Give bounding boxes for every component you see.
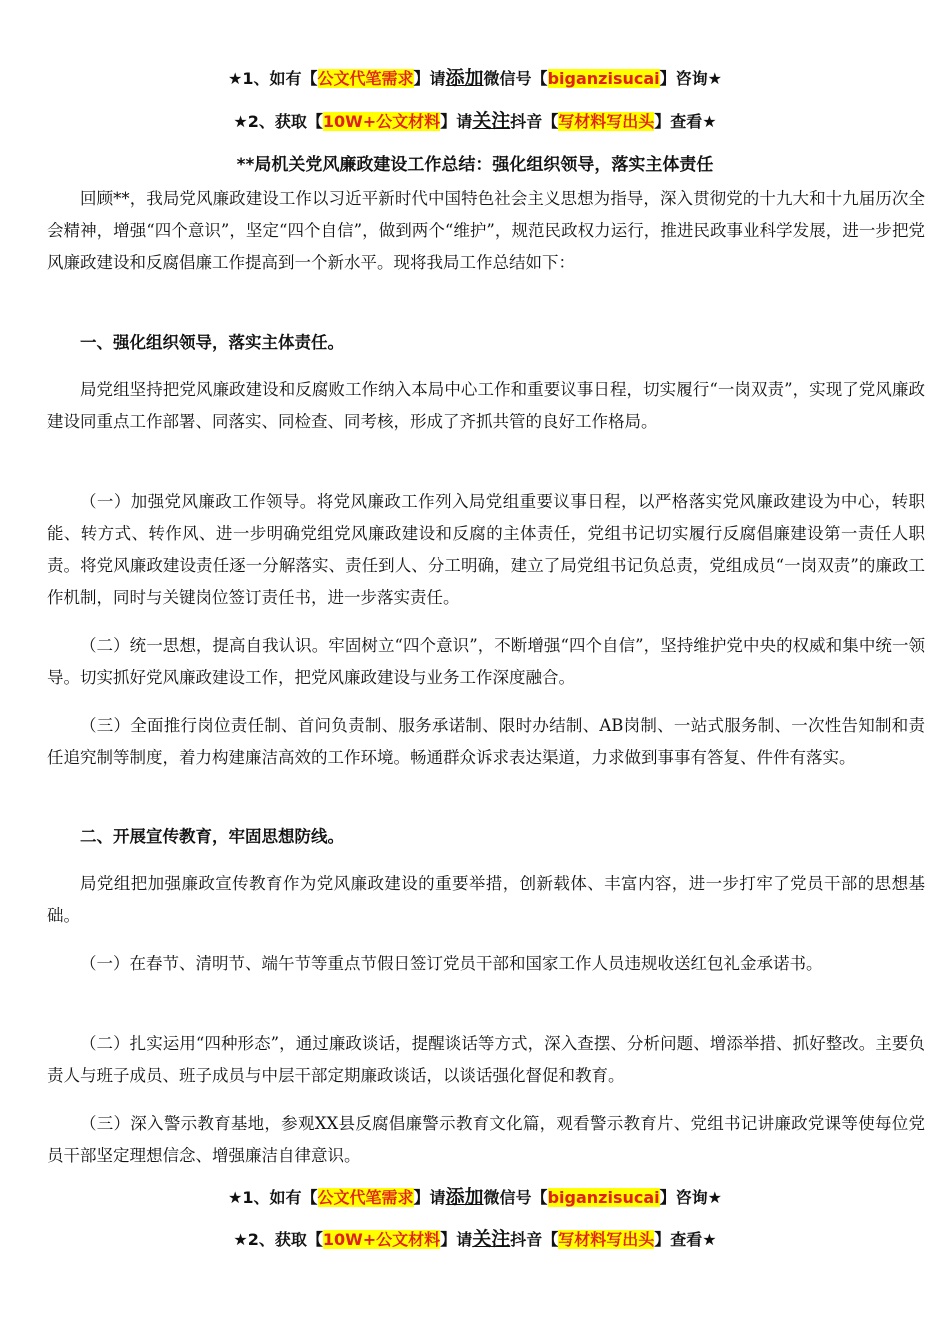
- banner-text: ★1、如有【: [228, 1188, 318, 1207]
- banner-emphasis: 关注: [472, 110, 511, 132]
- section-1-lead: 局党组坚持把党风廉政建设和反腐败工作纳入本局中心工作和重要议事日程，切实履行“一岗双责”，实现了党风廉政建设同重点工作部署、同落实、同检查、同考核，形成了齐抓共管的良好工作格局。: [47, 380, 925, 431]
- banner-text: 】咨询★: [659, 69, 722, 88]
- banner-text: 】请: [440, 112, 473, 131]
- section-2-lead: 局党组把加强廉政宣传教育作为党风廉政建设的重要举措，创新载体、丰富内容，进一步打牢了党员干部的思想基础。: [47, 874, 925, 925]
- banner-text: 】请: [413, 69, 446, 88]
- section-1-heading: 一、强化组织领导，落实主体责任。: [80, 333, 344, 352]
- banner-highlight: 10W+公文材料: [322, 112, 441, 131]
- banner-highlight: 10W+公文材料: [322, 1230, 441, 1249]
- banner-highlight: 公文代笔需求: [317, 69, 414, 88]
- banner-emphasis: 添加: [445, 67, 484, 89]
- section-1-item-3: （三）全面推行岗位责任制、首问负责制、服务承诺制、限时办结制、AB岗制、一站式服务制、一次性告知制和责任追究制等制度，着力构建廉洁高效的工作环境。畅通群众诉求表达渠道，力求做到事事有答复、件件有落实。: [47, 716, 925, 767]
- banner-text: 】咨询★: [659, 1188, 722, 1207]
- banner-emphasis: 关注: [472, 1228, 511, 1250]
- section-2-heading: 二、开展宣传教育，牢固思想防线。: [80, 827, 344, 846]
- banner-text: ★2、获取【: [233, 1230, 323, 1249]
- section-2-item-1: （一）在春节、清明节、端午节等重点节假日签订党员干部和国家工作人员违规收送红包礼金承诺书。: [80, 954, 823, 973]
- ad-banner-bottom-line-1: [0, 1185, 950, 1210]
- document-title: **局机关党风廉政建设工作总结：强化组织领导，落实主体责任: [236, 155, 714, 175]
- banner-text: 抖音【: [510, 1230, 559, 1249]
- banner-text: 】请: [413, 1188, 446, 1207]
- ad-banner-line-2: [0, 109, 950, 134]
- intro-paragraph: 回顾**，我局党风廉政建设工作以习近平新时代中国特色社会主义思想为指导，深入贯彻党的十九大和十九届历次全会精神，增强“四个意识”，坚定“四个自信”，做到两个“维护”，规范民政权力运行，推进民政事业科学发展，进一步把党风廉政建设和反腐倡廉工作提高到一个新水平。现将我局工作总结如下：: [47, 189, 925, 272]
- banner-text: 】查看★: [654, 112, 717, 131]
- banner-text: ★2、获取【: [233, 112, 323, 131]
- banner-highlight-douyin: 写材料写出头: [558, 1230, 655, 1249]
- banner-text: 微信号【: [483, 1188, 548, 1207]
- section-1-item-1: （一）加强党风廉政工作领导。将党风廉政工作列入局党组重要议事日程，以严格落实党风廉政建设为中心，转职能、转方式、转作风、进一步明确党组党风廉政建设和反腐的主体责任，党组书记切实履行反腐倡廉建设第一责任人职责。将党风廉政建设责任逐一分解落实、责任到人、分工明确，建立了局党组书记负总责，党组成员“一岗双责”的廉政工作机制，同时与关键岗位签订责任书，进一步落实责任。: [47, 492, 925, 607]
- section-1-item-2: （二）统一思想，提高自我认识。牢固树立“四个意识”，不断增强“四个自信”，坚持维护党中央的权威和集中统一领导。切实抓好党风廉政建设工作，把党风廉政建设与业务工作深度融合。: [47, 636, 925, 687]
- banner-highlight-wechat-id: biganzisucai: [547, 69, 660, 88]
- banner-highlight-wechat-id: biganzisucai: [547, 1188, 660, 1207]
- ad-banner-line-1: [0, 66, 950, 91]
- banner-text: 】请: [440, 1230, 473, 1249]
- banner-text: 抖音【: [510, 112, 559, 131]
- section-2-item-2: （二）扎实运用“四种形态”，通过廉政谈话，提醒谈话等方式，深入查摆、分析问题、增添举措、抓好整改。主要负责人与班子成员、班子成员与中层干部定期廉政谈话，以谈话强化督促和教育。: [47, 1034, 925, 1085]
- banner-text: 】查看★: [654, 1230, 717, 1249]
- banner-text: ★1、如有【: [228, 69, 318, 88]
- banner-text: 微信号【: [483, 69, 548, 88]
- banner-highlight: 公文代笔需求: [317, 1188, 414, 1207]
- ad-banner-bottom-line-2: [0, 1227, 950, 1252]
- banner-emphasis: 添加: [445, 1186, 484, 1208]
- banner-highlight-douyin: 写材料写出头: [558, 112, 655, 131]
- section-2-item-3: （三）深入警示教育基地，参观XX县反腐倡廉警示教育文化篇，观看警示教育片、党组书记讲廉政党课等使每位党员干部坚定理想信念、增强廉洁自律意识。: [47, 1114, 925, 1165]
